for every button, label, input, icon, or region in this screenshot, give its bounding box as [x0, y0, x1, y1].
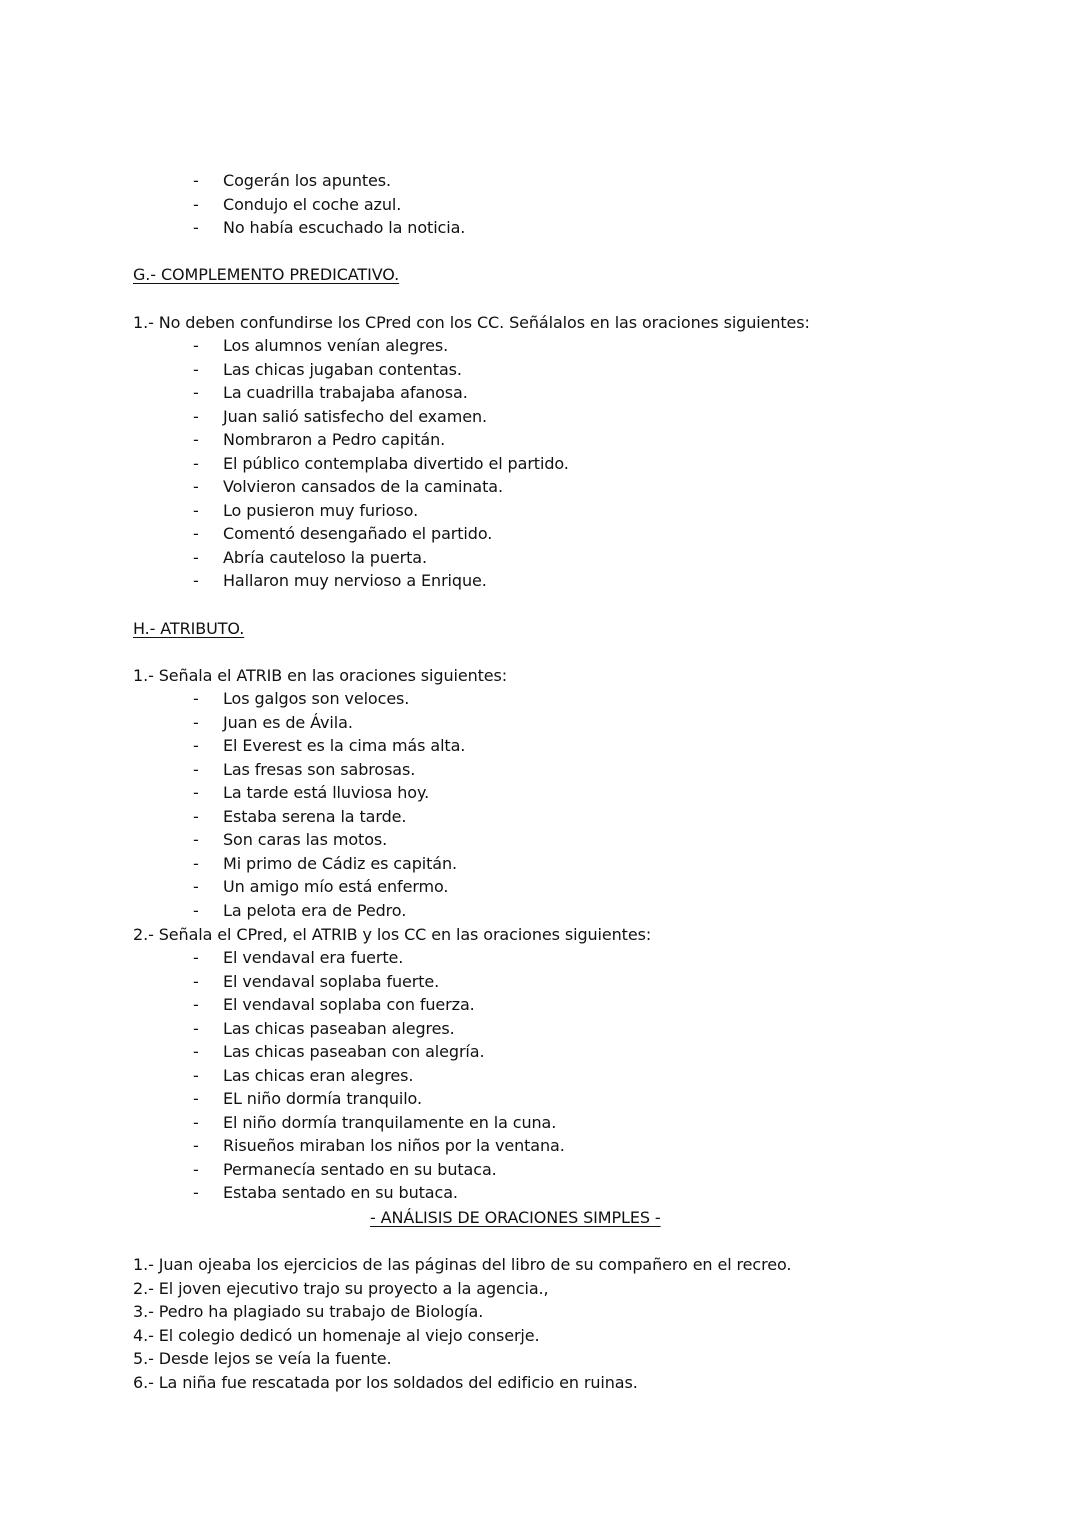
list-bullet: - [193, 1089, 199, 1108]
list-bullet: - [193, 359, 199, 379]
list-bullet: - [193, 712, 199, 732]
analysis-sentence: 4.- El colegio dedicó un homenaje al viejo conserje. [133, 1325, 540, 1345]
list-bullet: - [193, 1183, 199, 1202]
list-item: El vendaval era fuerte. [223, 948, 404, 967]
list-bullet: - [193, 1136, 199, 1155]
list-bullet: - [193, 736, 199, 755]
list-item: Hallaron muy nervioso a Enrique. [223, 571, 487, 590]
list-item: El vendaval soplaba fuerte. [223, 971, 440, 991]
exercise-prompt: 1.- No deben confundirse los CPred con los CC. Señálalos en las oraciones siguientes: [133, 313, 810, 332]
list-item: La pelota era de Pedro. [223, 900, 407, 920]
list-bullet: - [193, 1065, 199, 1085]
list-item: El niño dormía tranquilamente en la cuna. [223, 1112, 557, 1132]
list-item: La tarde está lluviosa hoy. [223, 783, 430, 802]
list-item: Las chicas eran alegres. [223, 1065, 414, 1085]
list-bullet: - [193, 477, 199, 496]
analysis-sentence: 1.- Juan ojeaba los ejercicios de las páginas del libro de su compañero en el recreo. [133, 1255, 792, 1274]
exercise-prompt: 1.- Señala el ATRIB en las oraciones siguientes: [133, 666, 508, 685]
list-bullet: - [193, 453, 199, 473]
list-item: Las chicas paseaban alegres. [223, 1018, 455, 1038]
list-bullet: - [193, 995, 199, 1014]
list-bullet: - [193, 524, 199, 543]
section-heading-g: G.- COMPLEMENTO PREDICATIVO. [133, 265, 400, 284]
list-bullet: - [193, 547, 199, 567]
analysis-heading: - ANÁLISIS DE ORACIONES SIMPLES - [370, 1208, 661, 1227]
list-item: La cuadrilla trabajaba afanosa. [223, 383, 468, 402]
list-bullet: - [193, 406, 199, 426]
list-item: Las chicas jugaban contentas. [223, 359, 462, 379]
list-item: Los alumnos venían alegres. [223, 336, 449, 355]
list-item: Volvieron cansados de la caminata. [223, 477, 503, 496]
section-heading-h: H.- ATRIBUTO. [133, 619, 245, 638]
list-bullet: - [193, 1159, 199, 1179]
list-item: Las chicas paseaban con alegría. [223, 1042, 485, 1061]
list-bullet: - [193, 171, 199, 190]
list-bullet: - [193, 830, 199, 849]
exercise-prompt: 2.- Señala el CPred, el ATRIB y los CC en las oraciones siguientes: [133, 925, 652, 944]
list-bullet: - [193, 1018, 199, 1038]
list-bullet: - [193, 218, 199, 237]
list-bullet: - [193, 806, 199, 826]
list-item: Mi primo de Cádiz es capitán. [223, 853, 457, 873]
list-item: Permanecía sentado en su butaca. [223, 1159, 497, 1179]
list-bullet: - [193, 1042, 199, 1061]
list-bullet: - [193, 1112, 199, 1132]
list-bullet: - [193, 383, 199, 402]
list-item: Juan es de Ávila. [223, 712, 353, 732]
list-item: EL niño dormía tranquilo. [223, 1089, 422, 1108]
list-item: Las fresas son sabrosas. [223, 759, 416, 779]
analysis-sentence: 3.- Pedro ha plagiado su trabajo de Biología. [133, 1302, 484, 1321]
list-bullet: - [193, 948, 199, 967]
list-item: Lo pusieron muy furioso. [223, 500, 419, 520]
list-bullet: - [193, 971, 199, 991]
list-item: Nombraron a Pedro capitán. [223, 430, 446, 449]
list-bullet: - [193, 900, 199, 920]
list-item: Los galgos son veloces. [223, 689, 410, 708]
list-bullet: - [193, 853, 199, 873]
list-item: Comentó desengañado el partido. [223, 524, 493, 543]
list-bullet: - [193, 877, 199, 896]
list-item: Risueños miraban los niños por la ventana. [223, 1136, 565, 1155]
list-item: Un amigo mío está enfermo. [223, 877, 449, 896]
list-bullet: - [193, 194, 199, 214]
list-item: El público contemplaba divertido el partido. [223, 453, 569, 473]
list-bullet: - [193, 689, 199, 708]
list-bullet: - [193, 500, 199, 520]
list-item: Cogerán los apuntes. [223, 171, 392, 190]
list-bullet: - [193, 336, 199, 355]
list-item: Abría cauteloso la puerta. [223, 547, 427, 567]
analysis-sentence: 5.- Desde lejos se veía la fuente. [133, 1349, 392, 1368]
list-item: El vendaval soplaba con fuerza. [223, 995, 475, 1014]
list-bullet: - [193, 571, 199, 590]
list-item: No había escuchado la noticia. [223, 218, 466, 237]
analysis-sentence: 6.- La niña fue rescatada por los soldados del edificio en ruinas. [133, 1372, 638, 1392]
list-item: Condujo el coche azul. [223, 194, 402, 214]
list-item: Estaba serena la tarde. [223, 806, 407, 826]
list-bullet: - [193, 783, 199, 802]
list-item: Juan salió satisfecho del examen. [223, 406, 488, 426]
list-bullet: - [193, 759, 199, 779]
analysis-sentence: 2.- El joven ejecutivo trajo su proyecto a la agencia., [133, 1278, 549, 1298]
list-bullet: - [193, 430, 199, 449]
list-item: Son caras las motos. [223, 830, 388, 849]
list-item: Estaba sentado en su butaca. [223, 1183, 458, 1202]
list-item: El Everest es la cima más alta. [223, 736, 466, 755]
